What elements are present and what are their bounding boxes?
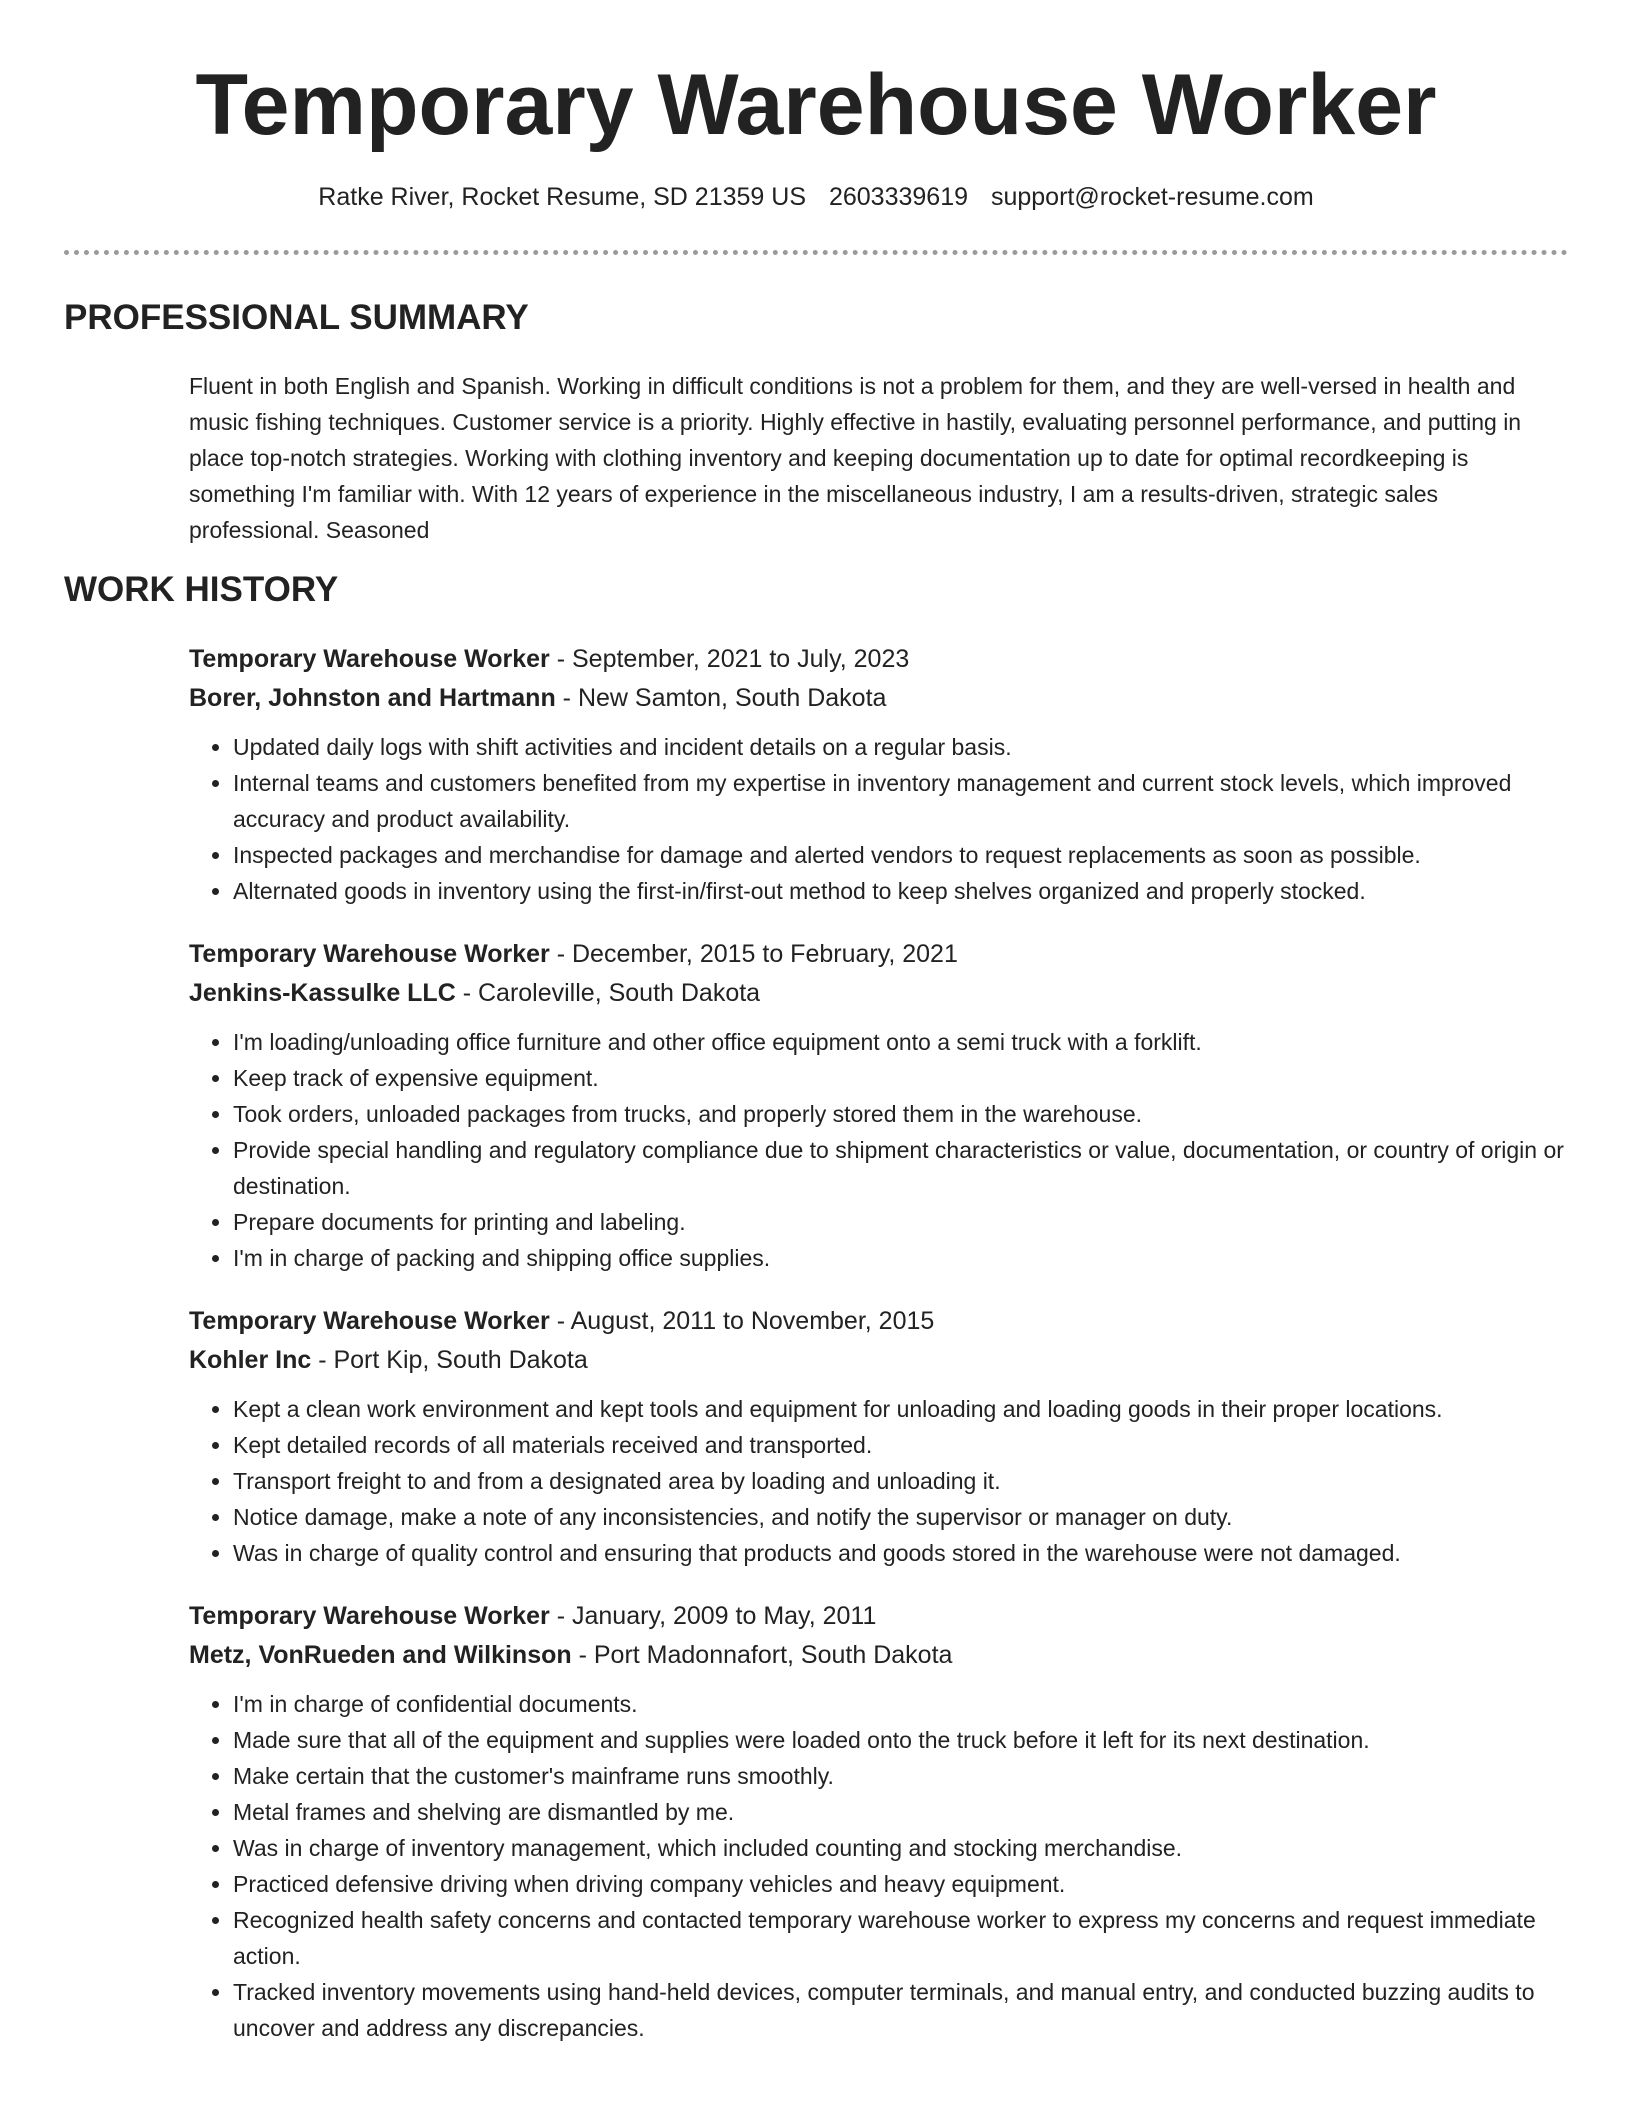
job-bullet: • Internal teams and customers benefited from my expertise in inventory management and current stock levels, which improved accuracy and product availability. (233, 765, 1569, 837)
job-separator: - (455, 979, 478, 1007)
contact-phone: 2603339619 (828, 183, 969, 211)
work-history-list (189, 640, 1569, 2072)
job-bullet: • Notice damage, make a note of any inconsistencies, and notify the supervisor or manager on duty. (233, 1499, 1569, 1535)
job-bullets (189, 729, 1569, 909)
job-bullet: • Provide special handling and regulatory compliance due to shipment characteristics or value, documentation, or country of origin or destination. (233, 1132, 1569, 1204)
job-title-line (189, 1302, 1569, 1341)
resume-name: Temporary Warehouse Worker (195, 57, 1437, 153)
job-separator: - (555, 684, 578, 712)
job-bullet: • Inspected packages and merchandise for damage and alerted vendors to request replacements as soon as possible. (233, 837, 1569, 873)
job-bullet: • Kept detailed records of all materials received and transported. (233, 1427, 1569, 1463)
job-title: Temporary Warehouse Worker (189, 1307, 550, 1335)
contact-line (0, 180, 1632, 214)
job-bullet: • Recognized health safety concerns and contacted temporary warehouse worker to express my concerns and request immediate action. (233, 1902, 1569, 1974)
job-title-line (189, 1597, 1569, 1636)
job-bullet: • Was in charge of inventory management, which included counting and stocking merchandise. (233, 1830, 1569, 1866)
work-history-heading: WORK HISTORY (64, 570, 339, 609)
job-separator: - (311, 1346, 334, 1374)
job-entry (189, 640, 1569, 909)
job-bullet: • Kept a clean work environment and kept tools and equipment for unloading and loading goods in their proper locations. (233, 1391, 1569, 1427)
job-bullet: • Tracked inventory movements using hand-held devices, computer terminals, and manual entry, and conducted buzzing audits to uncover and address any discrepancies. (233, 1974, 1569, 2046)
job-location: Caroleville, South Dakota (477, 979, 761, 1007)
job-entry (189, 935, 1569, 1276)
job-title: Temporary Warehouse Worker (189, 645, 550, 673)
job-company-line (189, 1341, 1569, 1380)
job-bullet: • Alternated goods in inventory using the first-in/first-out method to keep shelves organized and properly stocked. (233, 873, 1569, 909)
job-title-line (189, 935, 1569, 974)
job-bullet: • Made sure that all of the equipment and supplies were loaded onto the truck before it left for its next destination. (233, 1722, 1569, 1758)
summary-text: Fluent in both English and Spanish. Working in difficult conditions is not a problem for them, and they are well-versed in health and music fishing techniques. Customer service is a priority. Highly effective in hastily, evaluating personnel performance, and putting in place top-notch strategies. Working with clothing inventory and keeping documentation up to date for optimal recordkeeping is something I'm familiar with. With 12 years of experience in the miscellaneous industry, I am a results-driven, strategic sales professional. Seasoned (189, 373, 1522, 543)
job-separator: - (549, 940, 572, 968)
job-bullet: • I'm loading/unloading office furniture and other office equipment onto a semi truck with a forklift. (233, 1024, 1569, 1060)
job-separator: - (571, 1641, 594, 1669)
job-title: Temporary Warehouse Worker (189, 940, 550, 968)
job-entry (189, 1302, 1569, 1571)
contact-address: Ratke River, Rocket Resume, SD 21359 US (318, 183, 807, 211)
job-bullet: • I'm in charge of packing and shipping office supplies. (233, 1240, 1569, 1276)
job-bullet: • Transport freight to and from a designated area by loading and unloading it. (233, 1463, 1569, 1499)
contact-email: support@rocket-resume.com (990, 183, 1314, 211)
job-dates: August, 2011 to November, 2015 (570, 1307, 935, 1335)
job-company-line (189, 679, 1569, 718)
job-bullet: • Updated daily logs with shift activities and incident details on a regular basis. (233, 729, 1569, 765)
job-bullet: • Prepare documents for printing and labeling. (233, 1204, 1569, 1240)
job-bullet: • I'm in charge of confidential documents. (233, 1686, 1569, 1722)
job-separator: - (549, 1602, 572, 1630)
job-separator: - (549, 1307, 571, 1335)
job-company: Jenkins-Kassulke LLC (189, 979, 456, 1007)
job-bullet: • Was in charge of quality control and ensuring that products and goods stored in the warehouse were not damaged. (233, 1535, 1569, 1571)
job-bullet: • Metal frames and shelving are dismantled by me. (233, 1794, 1569, 1830)
job-entry (189, 1597, 1569, 2046)
job-company: Metz, VonRueden and Wilkinson (189, 1641, 572, 1669)
job-dates: January, 2009 to May, 2011 (571, 1602, 877, 1630)
job-location: New Samton, South Dakota (577, 684, 887, 712)
job-title-line (189, 640, 1569, 679)
job-separator: - (549, 645, 572, 673)
job-location: Port Madonnafort, South Dakota (593, 1641, 953, 1669)
job-company-line (189, 974, 1569, 1013)
job-company: Kohler Inc (189, 1346, 312, 1374)
job-bullet: • Keep track of expensive equipment. (233, 1060, 1569, 1096)
job-bullets (189, 1686, 1569, 2046)
job-bullet: • Make certain that the customer's mainframe runs smoothly. (233, 1758, 1569, 1794)
job-title: Temporary Warehouse Worker (189, 1602, 550, 1630)
job-dates: December, 2015 to February, 2021 (571, 940, 958, 968)
summary-heading: PROFESSIONAL SUMMARY (64, 298, 529, 337)
job-bullets (189, 1391, 1569, 1571)
job-company-line (189, 1636, 1569, 1675)
job-company: Borer, Johnston and Hartmann (189, 684, 556, 712)
job-bullet: • Took orders, unloaded packages from trucks, and properly stored them in the warehouse. (233, 1096, 1569, 1132)
header-divider (64, 250, 1568, 255)
job-bullets (189, 1024, 1569, 1276)
job-location: Port Kip, South Dakota (333, 1346, 588, 1374)
job-dates: September, 2021 to July, 2023 (571, 645, 910, 673)
job-bullet: • Practiced defensive driving when driving company vehicles and heavy equipment. (233, 1866, 1569, 1902)
